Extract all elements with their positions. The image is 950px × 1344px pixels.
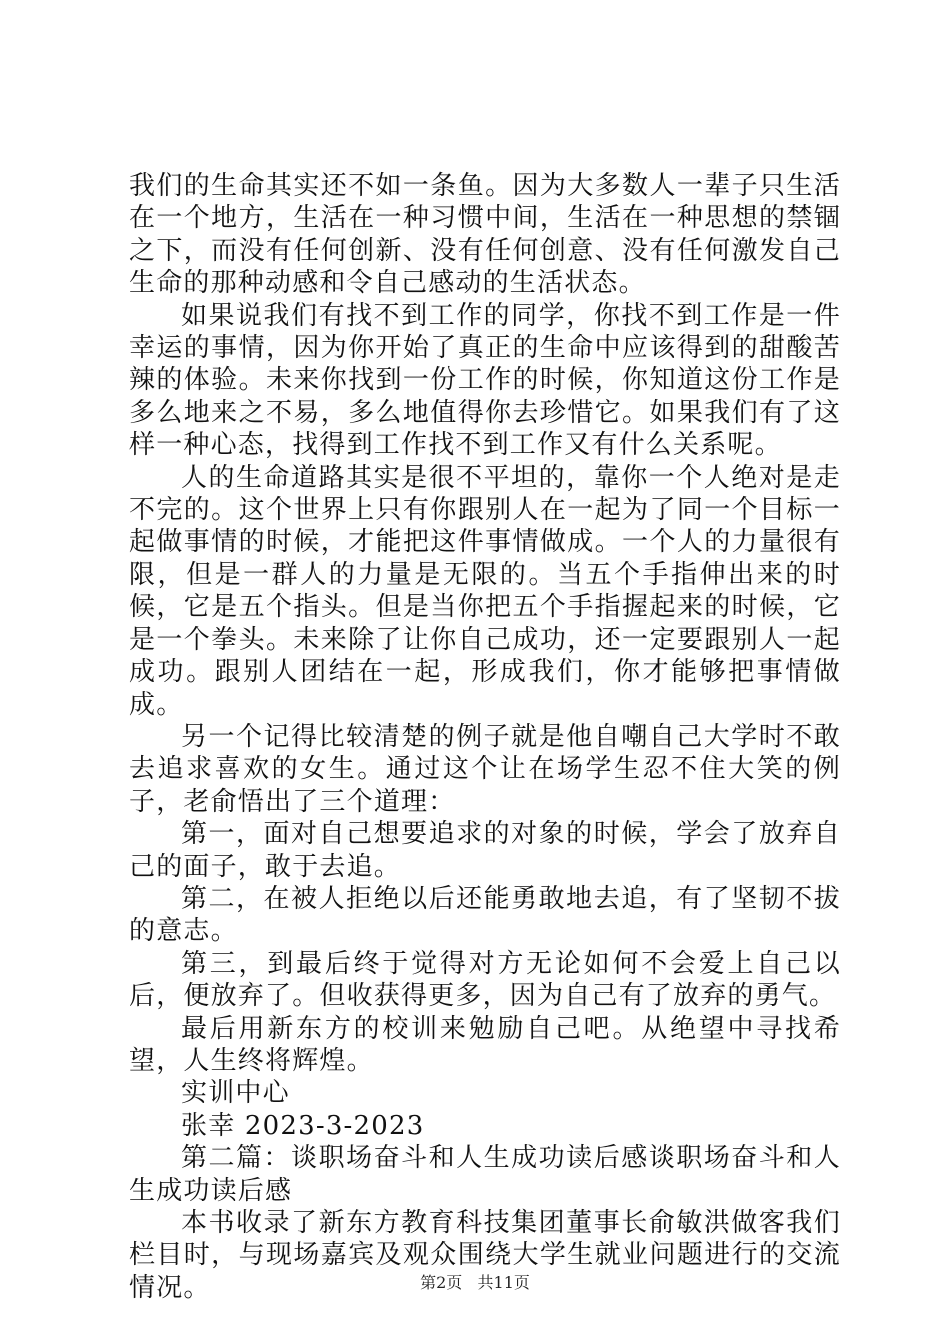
page-footer bbox=[0, 1270, 950, 1293]
paragraph-6: 第二，在被人拒绝以后还能勇敢地去追，有了坚韧不拔的意志。 bbox=[129, 883, 841, 947]
paragraph-9: 本书收录了新东方教育科技集团董事长俞敏洪做客我们栏目时，与现场嘉宾及观众围绕大学生就业问题进行的交流情况。 bbox=[129, 1208, 841, 1303]
paragraph-3: 人的生命道路其实是很不平坦的，靠你一个人绝对是走不完的。这个世界上只有你跟别人在一起为了同一个目标一起做事情的时候，才能把这件事情做成。一个人的力量很有限，但是一群人的力量是无限的。当五个手指伸出来的时候，它是五个指头。但是当你把五个手指握起来的时候，它是一个拳头。未来除了让你自己成功，还一定要跟别人一起成功。跟别人团结在一起，形成我们，你才能够把事情做成。 bbox=[129, 462, 841, 720]
paragraph-5: 第一，面对自己想要追求的对象的时候，学会了放弃自己的面子，敢于去追。 bbox=[129, 819, 841, 882]
section-heading: 第二篇：谈职场奋斗和人生成功读后感谈职场奋斗和人生成功读后感 bbox=[129, 1143, 841, 1206]
paragraph-8: 最后用新东方的校训来勉励自己吧。从绝望中寻找希望，人生终将辉煌。 bbox=[129, 1013, 841, 1076]
signature-author-date: 张幸 2023-3-2023 bbox=[181, 1110, 425, 1141]
paragraph-2: 如果说我们有找不到工作的同学，你找不到工作是一件幸运的事情，因为你开始了真正的生命中应该得到的甜酸苦辣的体验。未来你找到一份工作的时候，你知道这份工作是多么地来之不易，多么地值得你去珍惜它。如果我们有了这样一种心态，找得到工作找不到工作又有什么关系呢。 bbox=[129, 300, 841, 461]
page-number: 第2页 bbox=[420, 1273, 463, 1292]
signature-org: 实训中心 bbox=[181, 1078, 290, 1109]
paragraph-7: 第三，到最后终于觉得对方无论如何不会爱上自己以后，便放弃了。但收获得更多，因为自己有了放弃的勇气。 bbox=[129, 948, 841, 1012]
paragraph-1: 我们的生命其实还不如一条鱼。因为大多数人一辈子只生活在一个地方，生活在一种习惯中间，生活在一种思想的禁锢之下，而没有任何创新、没有任何创意、没有任何激发自己生命的那种动感和令自己感动的生活状态。 bbox=[129, 171, 841, 299]
page-total: 共11页 bbox=[477, 1273, 530, 1292]
document-body bbox=[129, 170, 841, 1304]
paragraph-4: 另一个记得比较清楚的例子就是他自嘲自己大学时不敢去追求喜欢的女生。通过这个让在场学生忍不住大笑的例子，老俞悟出了三个道理： bbox=[129, 721, 841, 817]
